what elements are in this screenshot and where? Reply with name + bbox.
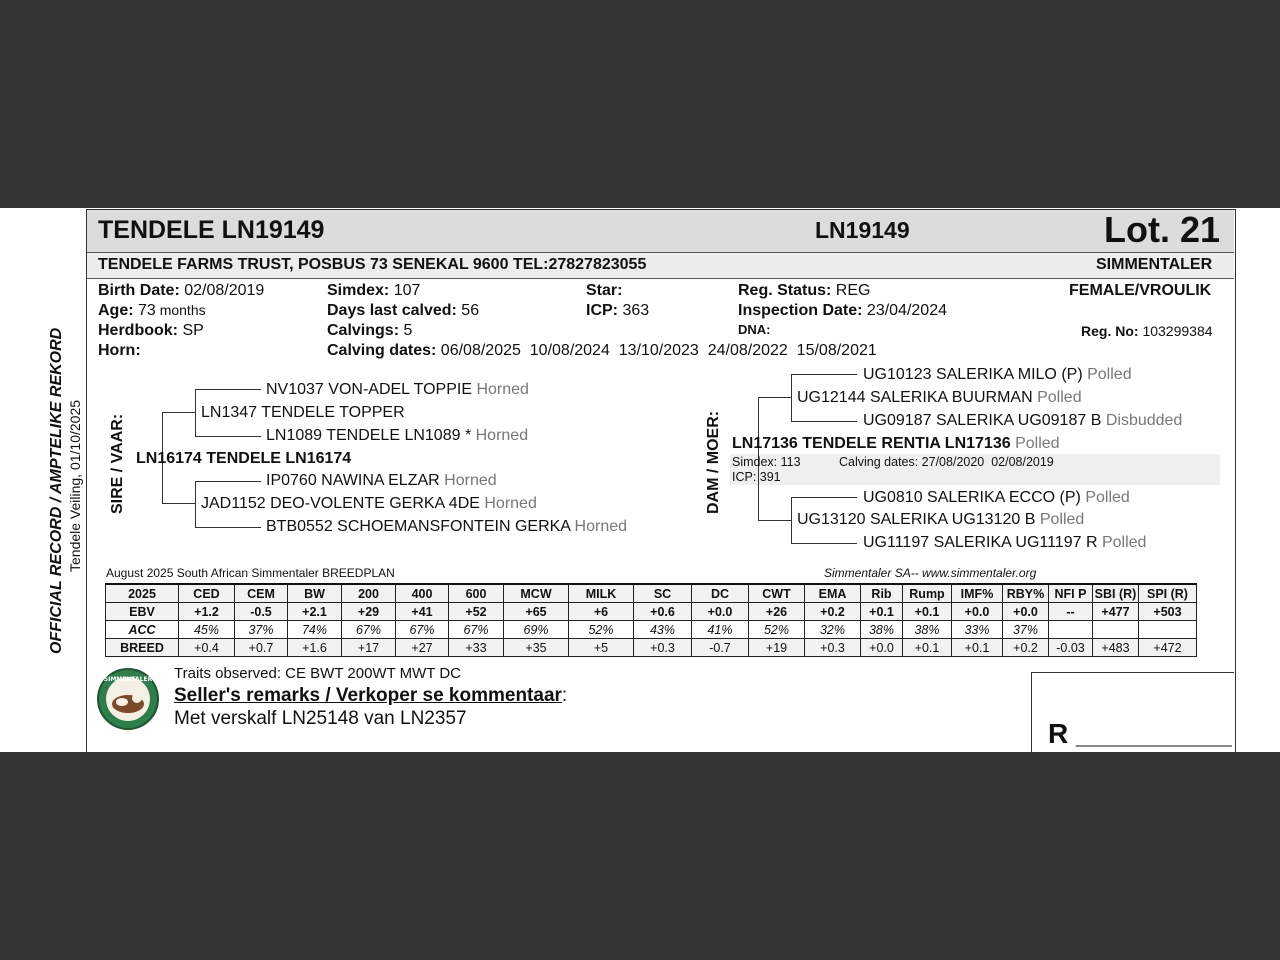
header-cell: EMA <box>805 584 861 603</box>
breed-cell: +17 <box>342 639 396 657</box>
breed-cell: +19 <box>749 639 805 657</box>
pedigree-sire-sire: LN1347 TENDELE TOPPER <box>201 404 405 421</box>
acc-cell: 67% <box>396 621 449 639</box>
ebv-cell: -- <box>1049 603 1093 621</box>
breed-cell: +0.3 <box>805 639 861 657</box>
sire-tree-line <box>195 389 196 436</box>
header-cell: IMF% <box>952 584 1003 603</box>
acc-cell: 37% <box>1003 621 1049 639</box>
header-cell: Rump <box>903 584 952 603</box>
breed-cell: BREED <box>106 639 179 657</box>
pedigree-sire-sire-sire: NV1037 VON-ADEL TOPPIE Horned <box>266 381 529 398</box>
acc-cell: 74% <box>288 621 342 639</box>
acc-cell: 33% <box>952 621 1003 639</box>
header-cell: NFI P <box>1049 584 1093 603</box>
price-box-border <box>1031 672 1032 752</box>
breedplan-table <box>105 583 1197 657</box>
breed-cell: +5 <box>569 639 634 657</box>
simmentaler-logo <box>97 668 159 730</box>
breed-cell: -0.03 <box>1049 639 1093 657</box>
acc-cell <box>1139 621 1197 639</box>
reg-status: Reg. Status: REG <box>738 282 871 299</box>
pedigree-dam-dam: UG13120 SALERIKA UG13120 B Polled <box>797 511 1085 528</box>
dam-label: DAM / MOER: <box>705 410 722 514</box>
sire-tree-line <box>162 412 196 413</box>
sire-label: SIRE / VAAR: <box>109 413 126 514</box>
pedigree-sire-dam-sire: IP0760 NAWINA ELZAR Horned <box>266 472 497 489</box>
breed-cell: +0.1 <box>952 639 1003 657</box>
acc-cell: 67% <box>342 621 396 639</box>
breed-cell: +0.2 <box>1003 639 1049 657</box>
ebv-cell: +52 <box>449 603 504 621</box>
ebv-cell: +65 <box>504 603 569 621</box>
ebv-cell: +2.1 <box>288 603 342 621</box>
dam-tree-line <box>758 520 792 521</box>
breed-cell: +35 <box>504 639 569 657</box>
sale-label: Tendele Veiling, 01/10/2025 <box>67 399 83 572</box>
days-last-calved: Days last calved: 56 <box>327 302 480 319</box>
acc-cell: 38% <box>861 621 903 639</box>
dam-simdex: Simdex: 113 <box>732 455 801 469</box>
ebv-cell: +0.0 <box>952 603 1003 621</box>
dam-tree-line <box>791 421 857 422</box>
table-header-row <box>106 584 1197 603</box>
remarks-text: Met verskalf LN25148 van LN2357 <box>174 708 467 729</box>
breed-cell: +27 <box>396 639 449 657</box>
ebv-cell: +6 <box>569 603 634 621</box>
breed-cell: +0.7 <box>235 639 288 657</box>
header-cell: BW <box>288 584 342 603</box>
horn-label: Horn: <box>98 342 141 359</box>
ebv-cell: +0.0 <box>692 603 749 621</box>
age: Age: 73 months <box>98 302 206 319</box>
ebv-cell: +29 <box>342 603 396 621</box>
reg-no: Reg. No: 103299384 <box>1081 323 1213 339</box>
ebv-cell: +41 <box>396 603 449 621</box>
breed-cell: +0.1 <box>903 639 952 657</box>
simdex: Simdex: 107 <box>327 282 421 299</box>
table-row-acc <box>106 621 1197 639</box>
dna-label: DNA: <box>738 322 771 337</box>
header-cell: Rib <box>861 584 903 603</box>
ebv-cell: +477 <box>1093 603 1139 621</box>
header-cell: RBY% <box>1003 584 1049 603</box>
sire-tree-line <box>195 436 261 437</box>
herdbook: Herdbook: SP <box>98 322 204 339</box>
header-cell: 200 <box>342 584 396 603</box>
ebv-cell: EBV <box>106 603 179 621</box>
inspection-date: Inspection Date: 23/04/2024 <box>738 302 947 319</box>
header-cell: 2025 <box>106 584 179 603</box>
price-field[interactable]: R __________ <box>1048 718 1232 749</box>
acc-cell: 43% <box>634 621 692 639</box>
header-cell: CEM <box>235 584 288 603</box>
breed-cell: +1.6 <box>288 639 342 657</box>
breedplan-caption: August 2025 South African Simmentaler BREEDPLAN <box>106 566 395 580</box>
header-cell: DC <box>692 584 749 603</box>
breed-cell: +0.3 <box>634 639 692 657</box>
header-cell: 600 <box>449 584 504 603</box>
pedigree-sire-sire-dam: LN1089 TENDELE LN1089 * Horned <box>266 427 529 444</box>
acc-cell: 52% <box>749 621 805 639</box>
pedigree-dam-sire: UG12144 SALERIKA BUURMAN Polled <box>797 389 1082 406</box>
animal-name: TENDELE LN19149 <box>98 216 325 244</box>
acc-cell: 45% <box>179 621 235 639</box>
pedigree-dam-dam-sire: UG0810 SALERIKA ECCO (P) Polled <box>863 489 1130 506</box>
pedigree-sire-dam-dam: BTB0552 SCHOEMANSFONTEIN GERKA Horned <box>266 518 628 535</box>
acc-cell: 37% <box>235 621 288 639</box>
header-cell: MCW <box>504 584 569 603</box>
acc-cell: 52% <box>569 621 634 639</box>
pedigree-dam-sire-dam: UG09187 SALERIKA UG09187 B Disbudded <box>863 412 1183 429</box>
calving-dates: Calving dates: 06/08/2025 10/08/2024 13/10/2023 24/08/2022 15/08/2021 <box>327 342 877 359</box>
breedplan-source: Simmentaler SA-- www.simmentaler.org <box>824 566 1037 580</box>
sire-tree-line <box>195 389 261 390</box>
price-box-border <box>1031 672 1234 673</box>
star-label: Star: <box>586 282 623 299</box>
header-cell: CED <box>179 584 235 603</box>
dam-tree-line <box>758 397 792 398</box>
dam-icp: ICP: 391 <box>732 470 781 484</box>
dam-tree-line <box>791 543 857 544</box>
acc-cell <box>1093 621 1139 639</box>
pedigree-dam: LN17136 TENDELE RENTIA LN17136 Polled <box>732 435 1060 452</box>
acc-cell: 38% <box>903 621 952 639</box>
sire-tree-line <box>195 481 196 527</box>
header-cell: SPI (R) <box>1139 584 1197 603</box>
header-cell: CWT <box>749 584 805 603</box>
dam-tree-line <box>791 497 857 498</box>
acc-cell <box>1049 621 1093 639</box>
pedigree-sire: LN16174 TENDELE LN16174 <box>136 450 352 467</box>
dam-tree-line <box>791 374 792 421</box>
acc-cell: ACC <box>106 621 179 639</box>
breed-name: SIMMENTALER <box>1096 256 1213 273</box>
sire-tree-line <box>195 527 261 528</box>
lot-number: Lot. 21 <box>1104 209 1221 250</box>
acc-cell: 69% <box>504 621 569 639</box>
acc-cell: 32% <box>805 621 861 639</box>
dam-calving-dates: Calving dates: 27/08/2020 02/08/2019 <box>839 455 1054 469</box>
dam-tree-line <box>791 374 857 375</box>
ebv-cell: +0.1 <box>861 603 903 621</box>
acc-cell: 67% <box>449 621 504 639</box>
breed-cell: +33 <box>449 639 504 657</box>
remarks-title: Seller's remarks / Verkoper se kommentaar: <box>174 685 568 706</box>
table-row-breed <box>106 639 1197 657</box>
birth-date: Birth Date: 02/08/2019 <box>98 282 265 299</box>
breed-cell: +472 <box>1139 639 1197 657</box>
owner-address: TENDELE FARMS TRUST, POSBUS 73 SENEKAL 9600 TEL:27827823055 <box>98 256 647 273</box>
breed-cell: +0.4 <box>179 639 235 657</box>
logo-text: SIMMENTALER <box>103 676 153 683</box>
ebv-cell: +26 <box>749 603 805 621</box>
breed-cell: +0.0 <box>861 639 903 657</box>
header-cell: SC <box>634 584 692 603</box>
reg-id: LN19149 <box>815 217 910 243</box>
ebv-cell: +0.2 <box>805 603 861 621</box>
ebv-cell: -0.5 <box>235 603 288 621</box>
calvings: Calvings: 5 <box>327 322 413 339</box>
sire-tree-line <box>195 481 261 482</box>
breed-cell: +483 <box>1093 639 1139 657</box>
traits-observed: Traits observed: CE BWT 200WT MWT DC <box>174 665 461 682</box>
ebv-cell: +1.2 <box>179 603 235 621</box>
header-cell: MILK <box>569 584 634 603</box>
table-row-ebv <box>106 603 1197 621</box>
official-record-label: OFFICIAL RECORD / AMPTELIKE REKORD <box>48 327 65 654</box>
ebv-cell: +0.0 <box>1003 603 1049 621</box>
ebv-cell: +503 <box>1139 603 1197 621</box>
pedigree-dam-dam-dam: UG11197 SALERIKA UG11197 R Polled <box>863 534 1147 551</box>
dam-tree-line <box>791 497 792 543</box>
ebv-cell: +0.6 <box>634 603 692 621</box>
pedigree-dam-sire-sire: UG10123 SALERIKA MILO (P) Polled <box>863 366 1132 383</box>
ebv-cell: +0.1 <box>903 603 952 621</box>
pedigree-sire-dam: JAD1152 DEO-VOLENTE GERKA 4DE Horned <box>201 495 537 512</box>
sex: FEMALE/VROULIK <box>1069 282 1212 299</box>
acc-cell: 41% <box>692 621 749 639</box>
sire-tree-line <box>162 503 196 504</box>
breed-cell: -0.7 <box>692 639 749 657</box>
header-cell: SBI (R) <box>1093 584 1139 603</box>
icp: ICP: 363 <box>586 302 650 319</box>
header-cell: 400 <box>396 584 449 603</box>
